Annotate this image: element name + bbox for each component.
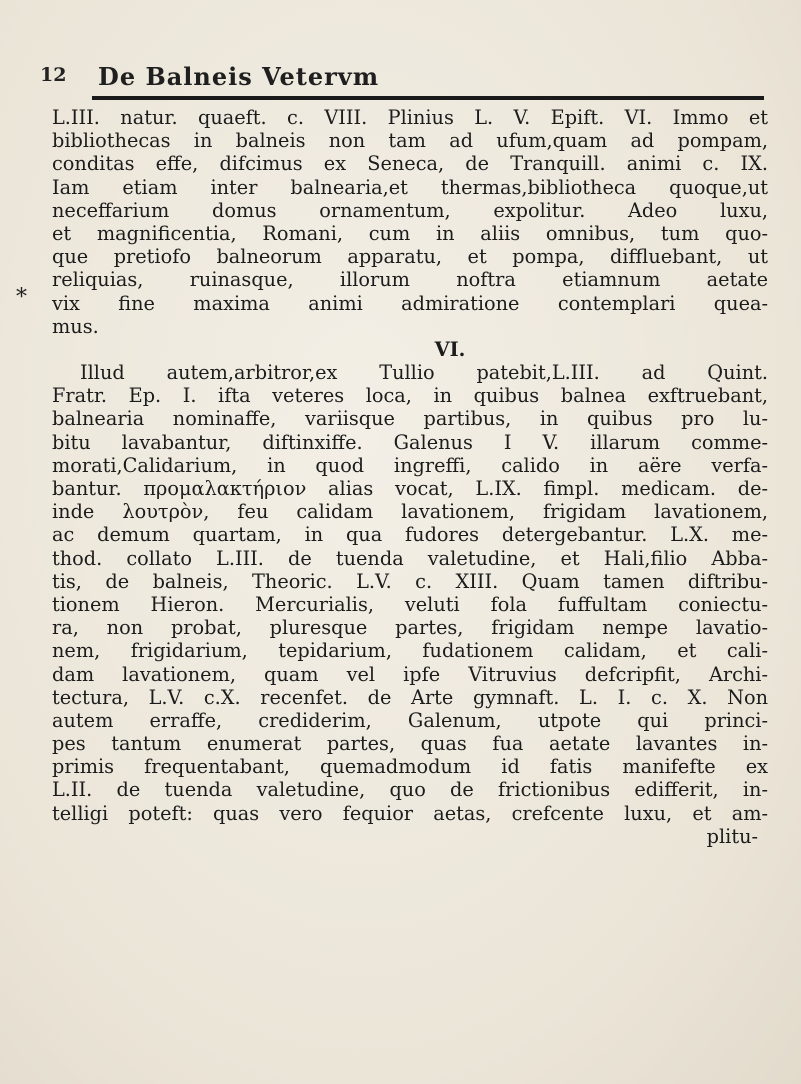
text-line: balnearia nominaffe, variisque partibus, in quibus pro lu-: [52, 407, 768, 431]
text-line: Iam etiam inter balnearia,et thermas,bibliotheca quoque,ut: [52, 175, 768, 199]
running-head: De Balneis Vetervm: [98, 62, 380, 91]
page-number: 12: [40, 64, 67, 86]
page-header: [40, 62, 780, 92]
text-line: bibliothecas in balneis non tam ad ufum,quam ad pompam,: [52, 129, 768, 153]
text-line: L.III. natur. quaeft. c. VIII. Plinius L. V. Epift. VI. Immo et: [52, 106, 768, 129]
text-line: tis, de balneis, Theoric. L.V. c. XIII. Quam tamen diftribu-: [52, 569, 768, 593]
text-line: conditas effe, difcimus ex Seneca, de Tranquill. animi c. IX.: [52, 152, 768, 176]
text-line: L.II. de tuenda valetudine, quo de frictionibus edifferit, in-: [52, 778, 768, 802]
text-line: reliquias, ruinasque, illorum noftra etiamnum aetate: [52, 268, 768, 292]
header-rule: [92, 96, 764, 100]
text-line: que pretiofo balneorum apparatu, et pompa, diffluebant, ut: [52, 245, 768, 269]
text-line: telligi poteft: quas vero fequior aetas, crefcente luxu, et am-: [52, 801, 768, 825]
text-line: tionem Hieron. Mercurialis, veluti fola fuffultam coniectu-: [52, 592, 768, 616]
text-line: et magnificentia, Romani, cum in aliis omnibus, tum quo-: [52, 221, 768, 245]
text-line: Illud autem,arbitror,ex Tullio patebit,L.III. ad Quint.: [80, 361, 768, 385]
text-line: primis frequentabant, quemadmodum id fatis manifefte ex: [52, 755, 768, 779]
text-line: neceffarium domus ornamentum, expolitur. Adeo luxu,: [52, 198, 768, 222]
text-line: Fratr. Ep. I. ifta veteres loca, in quibus balnea exftruebant,: [52, 384, 768, 408]
margin-asterisk: *: [16, 285, 27, 310]
text-line: dam lavationem, quam vel ipfe Vitruvius defcripfit, Archi-: [52, 662, 768, 686]
body-text: [52, 106, 768, 848]
text-line: ac demum quartam, in qua fudores detergebantur. L.X. me-: [52, 523, 768, 547]
text-line: inde λουτρὸν, feu calidam lavationem, frigidam lavationem,: [52, 500, 768, 524]
text-line: pes tantum enumerat partes, quas fua aetate lavantes in-: [52, 732, 768, 756]
text-line: bitu lavabantur, diftinxiffe. Galenus I V. illarum comme-: [52, 430, 768, 454]
catchword: plitu-: [706, 824, 758, 848]
text-line: nem, frigidarium, tepidarium, fudationem calidam, et cali-: [52, 639, 768, 663]
text-line: vix fine maxima animi admiratione contemplari quea-: [52, 291, 768, 315]
text-line: tectura, L.V. c.X. recenfet. de Arte gymnaft. L. I. c. X. Non: [52, 685, 768, 709]
text-line: mus.: [52, 314, 99, 338]
text-line: autem erraffe, crediderim, Galenum, utpote qui princi-: [52, 708, 768, 732]
text-line: morati,Calidarium, in quod ingreffi, calido in aëre verfa-: [52, 453, 768, 477]
text-line: ra, non probat, pluresque partes, frigidam nempe lavatio-: [52, 616, 768, 640]
text-line: bantur. πρoμαλακτήριον alias vocat, L.IX. fimpl. medicam. de-: [52, 477, 768, 500]
section-heading: VI.: [434, 337, 466, 361]
text-line: thod. collato L.III. de tuenda valetudine, et Hali,filio Abba-: [52, 546, 768, 570]
